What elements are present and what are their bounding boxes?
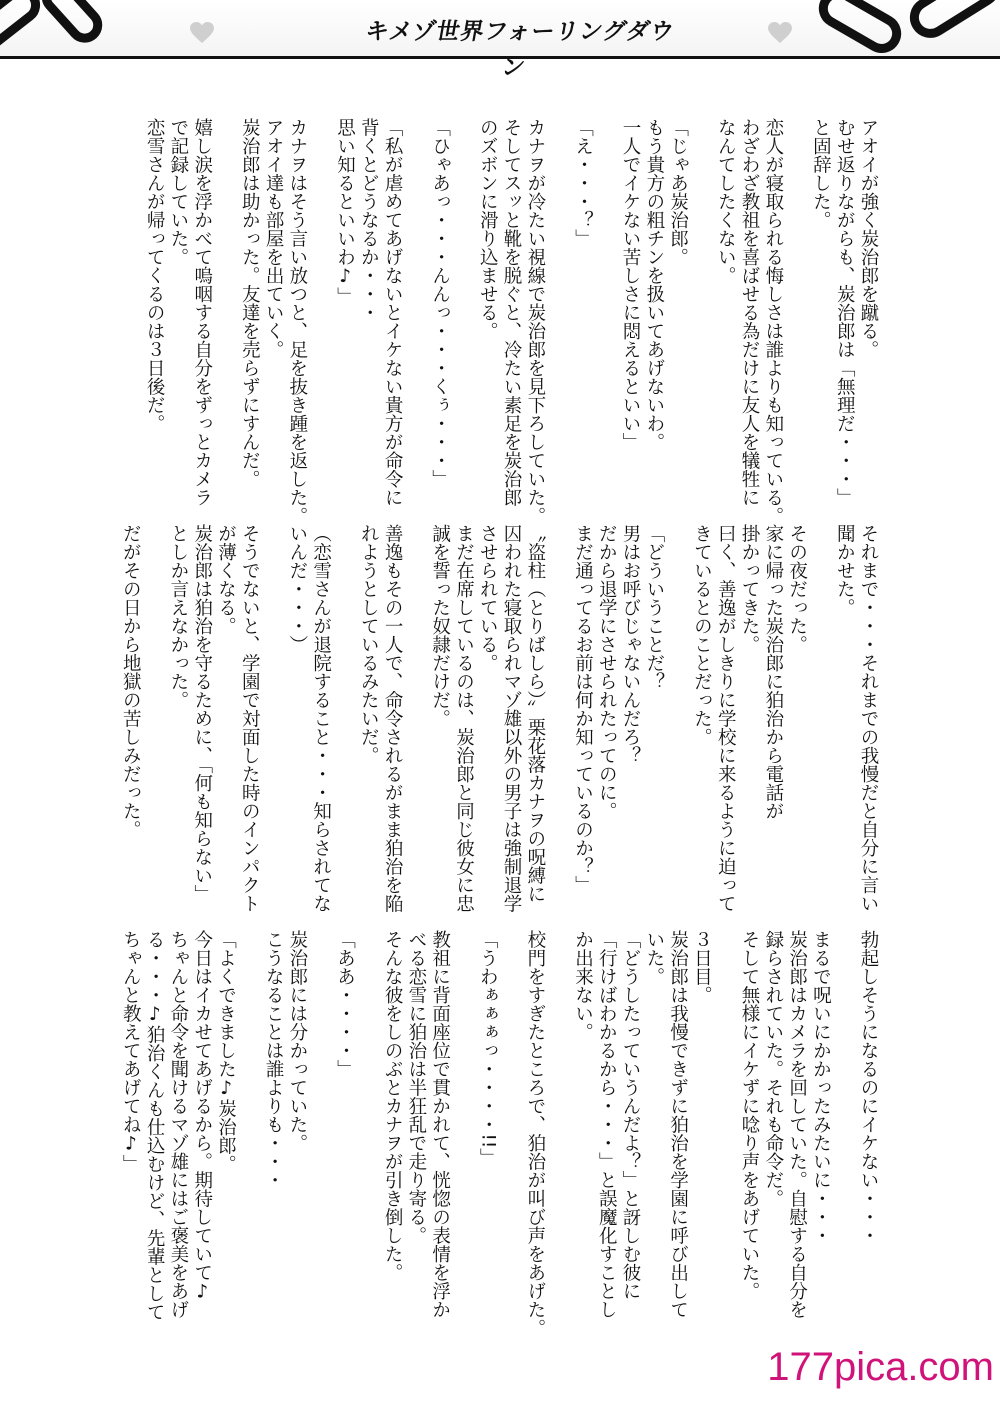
text-block-top: アオイが強く炭治郎を蹴る。 むせ返りながらも、炭治郎は「無理だ・・・」 と固辞した。 恋人が寝取られる悔しさは誰よりも知っている。 わざわざ教祖を喜ばせる為だけに友人を犠牲に なんてしたくない。 「じゃあ炭治郎。 もう貴方の粗チンを扱いてあげないわ。 一人でイケない苦しさに悶えるといい」 「え・・・？」 カナヲが冷たい視線で炭治郎を見下ろしていた。 そしてスッと靴を脱ぐと、冷たい素足を炭治郎 のズボンに滑り込ませる。 「ひゃあっ・・・んんっ・・・くぅ・・・」 「私が虐めてあげないとイケない貴方が命令に 背くとどうなるか・・・ 思い知るといいわ♪」 カナヲはそう言い放つと、足を抜き踵を返した。 アオイ達も部屋を出ていく。 炭治郎は助かった。友達を売らずにすんだ。 嬉し涙を浮かべて嗚咽する自分をずっとカメラ で記録していた。 恋雪さんが帰ってくるのは３日後だ。 <box>144 118 879 525</box>
chain-left-icon <box>0 0 110 58</box>
chain-right-icon <box>810 0 1000 58</box>
text-block-bottom: 勃起しそうになるのにイケない・・・ まるで呪いにかかったみたいに・・・ 炭治郎はカメラを回していた。自慰する自分を 録らされていた。それも命令だ。 そして無様にイケずに唸り声をあげていた。 ３日目。 炭治郎は我慢できずに狛治を学園に呼び出して いた。 「どうしたっていうんだよ？」と訝しむ彼に 「行けばわかるから・・・」と誤魔化すことし か出来ない。 校門をすぎたところで、狛治が叫び声をあげた。 「うわぁぁぁっ・・・・!!」 教祖に背面座位で貫かれて、恍惚の表情を浮か べる恋雪に狛治は半狂乱で走り寄る。 そんな彼をしのぶとカナヲが引き倒した。 「ああ・・・・」 炭治郎には分かっていた。 こうなることは誰よりも・・・ 「よくできました♪炭治郎。 今日はイカせてあげるから。期待していて♪ ちゃんと命令を聞けるマゾ雄にはご褒美をあげ る・・・♪狛治くんも仕込むけど、先輩として ちゃんと教えてあげてね♪」 <box>120 930 879 1337</box>
novel-text <box>120 118 880 1337</box>
watermark: 177pica.com <box>767 1345 994 1389</box>
heart-right-icon <box>768 22 792 44</box>
page-header <box>0 0 1000 81</box>
text-block-middle: それまで・・・それまでの我慢だと自分に言い 聞かせた。 その夜だった。 家に帰った炭治郎に狛治から電話が 掛かってきた。 曰く、善逸がしきりに学校に来るように迫って きているとのことだった。 「どういうことだ？ 男はお呼びじゃないんだろ？ だから退学にさせられたってのに。 まだ通ってるお前は何か知っているのか？」 〝盗柱（とりばしら）〟栗花落カナヲの呪縛に 囚われた寝取られマゾ雄以外の男子は強制退学 させられている。 まだ在席しているのは、炭治郎と同じ彼女に忠 誠を誓った奴隷だけだ。 善逸もその一人で、命令されるがまま狛治を陥 れようとしているみたいだ。 （恋雪さんが退院すること・・・知らされてな いんだ・・・） そうでないと、学園で対面した時のインパクト が薄くなる。 炭治郎は狛治を守るために、「何も知らない」 としか言えなかった。 だがその日から地獄の苦しみだった。 <box>120 524 879 913</box>
heart-left-icon <box>190 22 214 44</box>
page-title: キメゾ世界フォーリングダウン <box>363 19 677 81</box>
